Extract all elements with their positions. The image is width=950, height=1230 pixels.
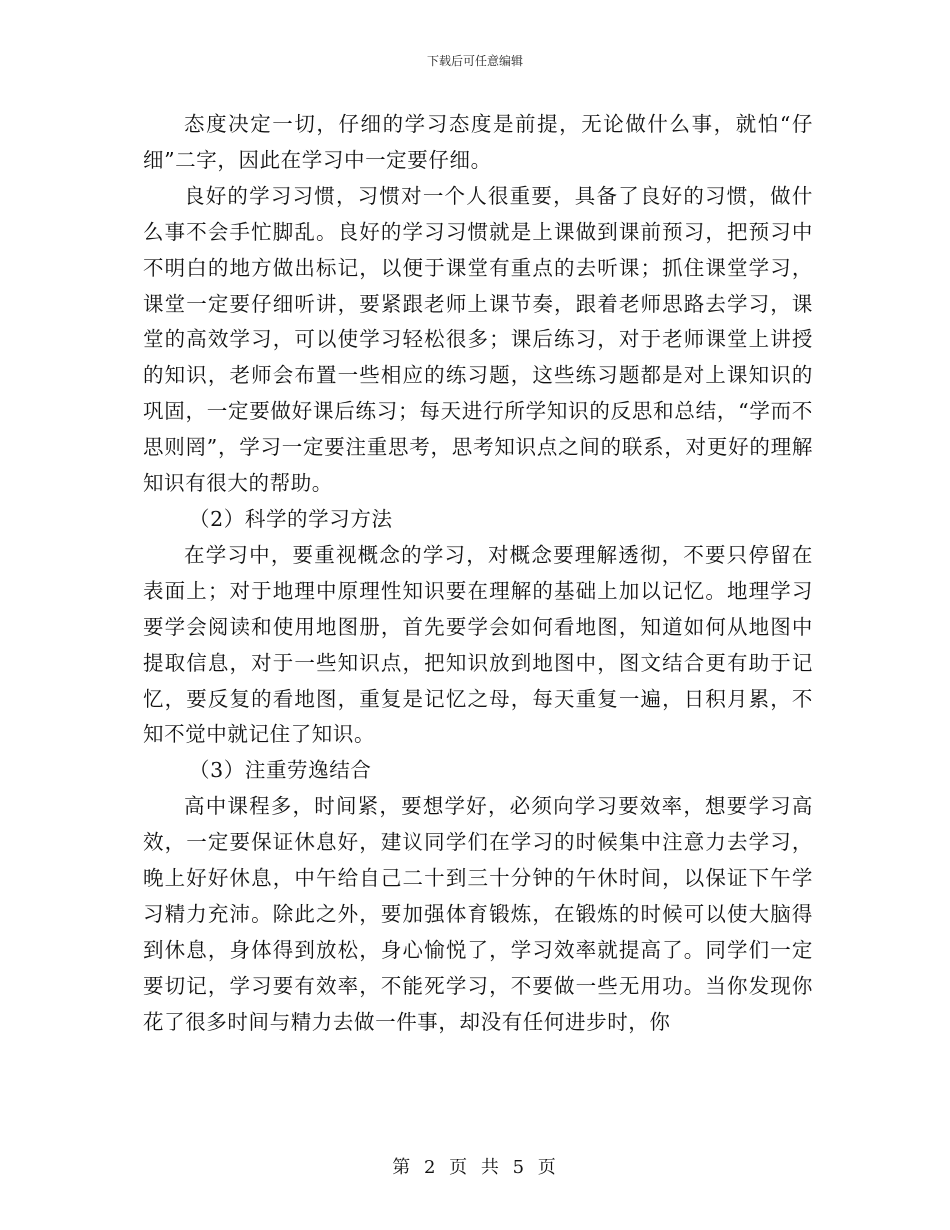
paragraph-work-rest-balance: 高中课程多，时间紧，要想学好，必须向学习要效率，想要学习高效，一定要保证休息好，建议同学们在学习的时候集中注意力去学习，晚上好好休息，中午给自己二十到三十分钟的午休时间，以保证下午学习精力充沛。除此之外，要加强体育锻炼，在锻炼的时候可以使大脑得到休息，身体得到放松，身心愉悦了，学习效率就提高了。同学们一定要切记，学习要有效率，不能死学习，不要做一些无用功。当你发现你花了很多时间与精力去做一件事，却没有任何进步时，你	[143, 794, 813, 1034]
page-number-footer: 第 2 页 共 5 页	[392, 1157, 558, 1178]
document-body	[143, 107, 813, 1041]
paragraph-study-method: 在学习中，要重视概念的学习，对概念要理解透彻，不要只停留在表面上；对于地理中原理性知识要在理解的基础上加以记忆。地理学习要学会阅读和使用地图册，首先要学会如何看地图，知道如何从地图中提取信息，对于一些知识点，把知识放到地图中，图文结合更有助于记忆，要反复的看地图，重复是记忆之母，每天重复一遍，日积月累，不知不觉中就记住了知识。	[143, 542, 813, 747]
paragraph-attitude: 态度决定一切，仔细的学习态度是前提，无论做什么事，就怕“仔细”二字，因此在学习中一定要仔细。	[143, 112, 813, 172]
section-heading-work-rest-balance: （3）注重劳逸结合	[189, 758, 372, 783]
section-heading-study-method: （2）科学的学习方法	[189, 506, 393, 531]
page-header: 下载后可任意编辑	[426, 54, 523, 68]
paragraph-study-habits: 良好的学习习惯，习惯对一个人很重要，具备了良好的习惯，做什么事不会手忙脚乱。良好的学习习惯就是上课做到课前预习，把预习中不明白的地方做出标记，以便于课堂有重点的去听课；抓住课堂学习，课堂一定要仔细听讲，要紧跟老师上课节奏，跟着老师思路去学习，课堂的高效学习，可以使学习轻松很多；课后练习，对于老师课堂上讲授的知识，老师会布置一些相应的练习题，这些练习题都是对上课知识的巩固，一定要做好课后练习；每天进行所学知识的反思和总结，“学而不思则罔”，学习一定要注重思考，思考知识点之间的联系，对更好的理解知识有很大的帮助。	[143, 183, 813, 496]
